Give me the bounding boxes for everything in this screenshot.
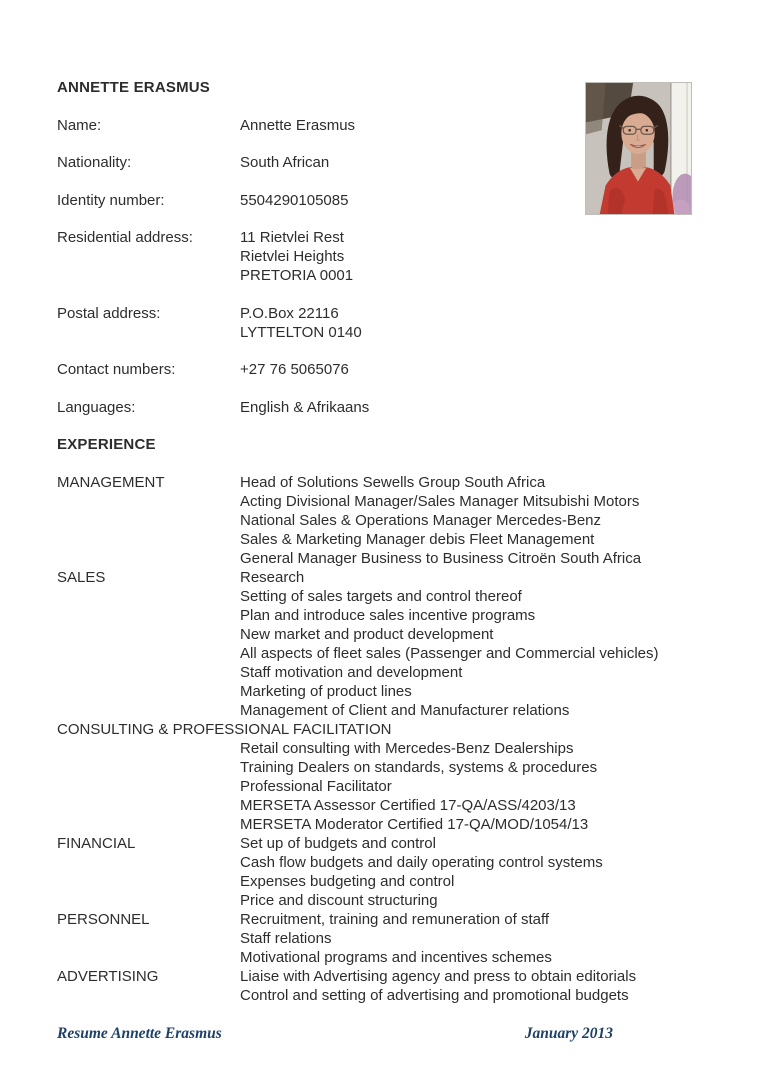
experience-item: MERSETA Moderator Certified 17-QA/MOD/1054/13: [240, 815, 589, 833]
table-row: [57, 834, 711, 910]
field-value: LYTTELTON 0140: [240, 323, 362, 341]
experience-item: Research: [240, 568, 305, 586]
experience-heading: EXPERIENCE: [57, 436, 156, 453]
experience-item: Liaise with Advertising agency and press to obtain editorials: [240, 967, 637, 985]
experience-item: New market and product development: [240, 625, 494, 643]
experience-item: Professional Facilitator: [240, 777, 392, 795]
experience-item: Retail consulting with Mercedes-Benz Dealerships: [240, 739, 574, 757]
experience-item: Marketing of product lines: [240, 682, 412, 700]
experience-item: Expenses budgeting and control: [240, 872, 455, 890]
field-value: PRETORIA 0001: [240, 267, 354, 284]
experience-item: Training Dealers on standards, systems & procedures: [240, 758, 598, 776]
field-value: Annette Erasmus: [240, 116, 356, 134]
field-label: Residential address:: [57, 229, 193, 246]
table-row: [57, 398, 711, 417]
experience-item: Recruitment, training and remuneration of staff: [240, 910, 550, 928]
field-label: Postal address:: [57, 304, 161, 322]
experience-item: Motivational programs and incentives schemes: [240, 948, 552, 966]
table-row: [57, 304, 711, 342]
field-value: +27 76 5065076: [240, 361, 349, 378]
experience-item: General Manager Business to Business Citroën South Africa: [240, 549, 642, 567]
experience-item: Cash flow budgets and daily operating control systems: [240, 853, 603, 871]
field-value: 11 Rietvlei Rest: [240, 229, 344, 246]
table-row: [57, 720, 711, 834]
page-footer: [57, 1024, 613, 1043]
footer-right: January 2013: [524, 1025, 613, 1042]
portrait-photo: [585, 82, 692, 215]
field-label: Name:: [57, 116, 102, 134]
experience-item: Sales & Marketing Manager debis Fleet Management: [240, 530, 595, 548]
experience-item: Staff relations: [240, 929, 332, 947]
category-label: FINANCIAL: [57, 834, 136, 852]
field-label: Languages:: [57, 398, 136, 416]
portrait-photo-image: [586, 83, 691, 214]
field-value: Rietvlei Heights: [240, 248, 345, 265]
experience-item: Head of Solutions Sewells Group South Africa: [240, 473, 546, 491]
experience-item: Control and setting of advertising and promotional budgets: [240, 986, 629, 1004]
experience-item: Management of Client and Manufacturer relations: [240, 701, 570, 719]
experience-item: National Sales & Operations Manager Mercedes-Benz: [240, 511, 602, 529]
experience-item: Plan and introduce sales incentive programs: [240, 606, 536, 624]
page-title: ANNETTE ERASMUS: [57, 79, 211, 96]
footer-left: Resume Annette Erasmus: [57, 1025, 222, 1042]
category-label: SALES: [57, 568, 106, 586]
table-row: [57, 967, 711, 1005]
table-row: [57, 568, 711, 720]
field-value: South African: [240, 154, 330, 171]
table-row: [57, 473, 711, 568]
experience-item: Acting Divisional Manager/Sales Manager Mitsubishi Motors: [240, 492, 640, 510]
experience-item: Set up of budgets and control: [240, 834, 436, 852]
table-row: [57, 228, 711, 285]
field-value: 5504290105085: [240, 191, 349, 209]
category-label: CONSULTING & PROFESSIONAL FACILITATION: [57, 720, 392, 738]
experience-item: All aspects of fleet sales (Passenger and Commercial vehicles): [240, 644, 659, 662]
experience-item: Staff motivation and development: [240, 663, 463, 681]
table-row: [57, 360, 711, 379]
field-label: Nationality:: [57, 154, 132, 171]
experience-section: [57, 473, 711, 1005]
experience-item: Price and discount structuring: [240, 891, 438, 909]
field-label: Contact numbers:: [57, 361, 176, 378]
field-value: English & Afrikaans: [240, 398, 370, 416]
table-row: [57, 910, 711, 967]
field-label: Identity number:: [57, 191, 165, 209]
category-label: ADVERTISING: [57, 967, 159, 985]
experience-item: MERSETA Assessor Certified 17-QA/ASS/4203/13: [240, 796, 576, 814]
field-value: P.O.Box 22116: [240, 304, 339, 322]
experience-item: Setting of sales targets and control thereof: [240, 587, 522, 605]
category-label: PERSONNEL: [57, 910, 150, 928]
category-label: MANAGEMENT: [57, 473, 165, 491]
